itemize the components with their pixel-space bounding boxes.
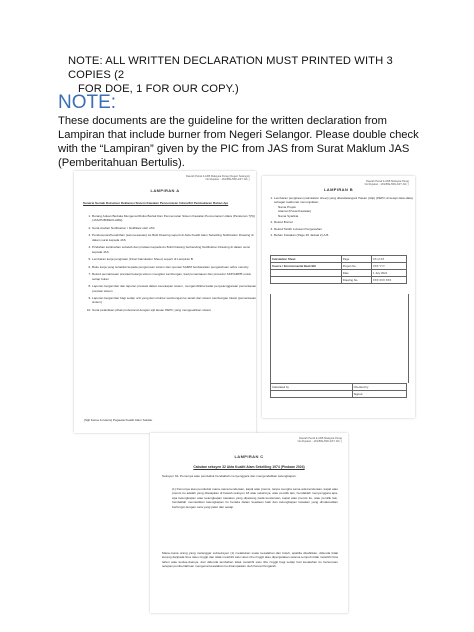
list-item: 10. Surat pelantikan pihak profesional dengan sijil akuan PEPC yang mengesahkan sistem — [92, 308, 257, 312]
table-cell: XX of XX — [371, 256, 406, 263]
doc-a-header-line: No Rujukan : JAS/BSL/500-4/2T Jld ( ) — [205, 178, 250, 182]
doc-b-title: LAMPIRAN B — [323, 187, 354, 192]
table-row — [271, 270, 407, 277]
table-row — [271, 277, 407, 284]
doc-c-header — [298, 437, 342, 444]
list-item: 1. Borang Aduan Berkala Mengenai Risiko Berlak Dan Pencemaran Sistem Kawalan Pencemaran Udara (Peraturan 7(5)) (JAS/PUB/DECLARE) — [92, 214, 257, 223]
list-sub: Alamat (Pusat Kawalan) — [278, 209, 312, 214]
table-cell: Page — [341, 256, 371, 263]
doc-a-intro: Senarai Semak Dokumen Deklarasi Sistem Kawalan Pencemaran Udara/Kit Pembakaran Bahan Api — [83, 201, 229, 205]
doc-b-list — [268, 196, 416, 240]
doc-a-header-line: Daerah Perak & AKB Malaysia Perag (Negeri Selangor) — [185, 175, 250, 178]
lampiran-b-document — [262, 176, 415, 418]
table-cell: Project No. — [341, 263, 371, 270]
list-item: 4. Pindahan ketiknahan sebelah dan pindaan kepada As Built Drawing berbanding Notification Drawing di dalam surat kepada JAS — [92, 245, 257, 254]
list-item: 9. Laporan bergambar bagi setiap unit yang dan struktur sambungan ke tanah dan sistem sambungan lokasi (pemantauan sistem) — [92, 296, 257, 305]
note-top — [68, 54, 418, 96]
table-cell: Source / Environmental Back Bill — [271, 263, 342, 270]
table-row — [271, 391, 407, 398]
table-cell: XXX YYY — [371, 263, 406, 270]
table-cell: Signed — [352, 391, 406, 398]
table-cell: XXX XXX XXX — [371, 277, 406, 284]
table-cell — [271, 277, 342, 284]
list-item-text: Lembaran pengiraan (calculation sheet) yang ditandatangani Hasan (Alip) (PEPC di ketepi data-data) sebagai maklumat menunjukkan — [274, 196, 413, 205]
table-cell: Calculation Sheet — [271, 256, 342, 263]
note-top-line2: FOR DOE, 1 FOR OUR COPY.) — [78, 83, 239, 95]
lampiran-a-document — [74, 171, 256, 433]
doc-a-list — [84, 214, 257, 315]
list-sub: Nama Projek — [278, 204, 296, 209]
doc-c-header-line: No Rujukan : JAS/BSL/500-4/2T Jld ( ) — [297, 440, 342, 444]
doc-a-title: LAMPIRAN A — [150, 188, 180, 193]
lampiran-c-document — [150, 433, 348, 613]
doc-b-header-line: No Rujukan : JAS/BSL/500-4/2T Jld ( ) — [364, 183, 409, 187]
list-item: 5. Lembaran kerja pengiraan (Final Calculation Sheet) seperti di Lampiran B — [92, 257, 257, 261]
list-item: 2. Surat Arahan Notification / Notifikasi oleh JAS — [92, 226, 257, 230]
note-top-line1: NOTE: ALL WRITTEN DECLARATION MUST PRINTED WITH 3 COPIES (2 — [68, 55, 393, 81]
calculation-area — [270, 294, 409, 383]
signoff-table — [270, 383, 407, 398]
table-cell: Date — [341, 270, 371, 277]
doc-c-subtitle: Cabutan seksyen 32 Akta Kualiti Alam Sekeliling 1974 (Pindaan 2024) — [193, 465, 305, 469]
list-item — [274, 196, 416, 218]
table-cell — [271, 391, 353, 398]
list-item: 8. Laporan bergambar dan laporan prestasi dalam kecekapan sistem, mengambilkira kadar penyelenggaraan pemantauan prestasi sistem — [92, 284, 257, 293]
table-cell: Drawing No. — [341, 277, 371, 284]
doc-b-header — [365, 180, 409, 187]
list-item: 3. Pendusunan/Kesahihan (satu kesatuan) As Built Drawing seperti di Akta Kualiti Alam Sekeliling Notification Drawing di dalam surat kepada JAS — [92, 233, 257, 242]
doc-a-sign: (Sijil Ketua Jurutera) Pegawai Kualiti Alam Sekitar — [84, 418, 153, 422]
list-item: 6. Buku kerja yang tertakluk kepada pengurusan sistem dan operasi SAMM berdasarkan pengetahuan reflux velocity — [92, 265, 257, 269]
table-cell: 1 July 2021 — [371, 270, 406, 277]
note-heading: NOTE: — [58, 92, 117, 113]
table-cell — [271, 270, 342, 277]
doc-c-header-line: Daerah Perak & AKB Malaysia Perag — [299, 437, 342, 440]
table-cell: Checked by — [352, 384, 406, 391]
list-sub: Nama Syarikat — [278, 213, 299, 218]
list-item: 2. Rekod Burner — [274, 220, 416, 224]
list-item: 4. Beban Kawalan (Page 20 Jadual 2) A.B. — [274, 233, 416, 237]
table-row — [271, 263, 407, 270]
calculation-sheet-table — [270, 255, 407, 284]
body-text: These documents are the guideline for the written declaration from Lampiran that include burner from Negeri Selangor. Please double check with the “Lampiran” given by the PIC from JAS from Surat Maklum JAS (Pemberitahuan Bertulis). — [58, 115, 419, 169]
doc-c-paragraph: Seksyen 32- Pemunya atau penduduk hendaklah menyenggara dan mengendalikan kelengkapan. — [162, 474, 297, 478]
doc-b-header-line: Daerah Perak & AKB Malaysia Perag — [366, 180, 409, 183]
table-row — [271, 384, 407, 391]
doc-a-header — [186, 175, 250, 182]
list-item: 7. Rekod pemantauan prestasi bekerja sistem mengikut sambungan, kad pemantauan dan prosedur SKP/AMPB untuk setiap bulan — [92, 272, 257, 281]
doc-c-title: LAMPIRAN C — [234, 454, 264, 459]
list-item: 3. Rekod Tarikh Lulusan Pengesahan — [274, 227, 416, 231]
doc-c-paragraph: (1) Pemunya atau penduduk mana-mana kenderaan, kapal atau premis, tanpa mengira sama ada kenderaan, kapal atau premis itu adalah yang ditetapkan di bawah seksyen 18 atau selainnya, atau pemilik lain, hendaklah menyenggara apa-apa kelengkapan atau kelengkapan kawalan yang dipasang pada kenderaan, kapal atau premis itu, atau pemilik lain, hendaklah memastikan kelengkapan itu berada dalam keadaan baik dan kelengkapan kawalan yang dimaksudkan berfungsi dengan cara yang patut dan sekaji. — [172, 487, 338, 509]
table-cell: Calculated by — [271, 384, 353, 391]
table-row — [271, 256, 407, 263]
doc-c-paragraph: Mana-mana orang yang melanggar subseksyen (1) melakukan suatu kesalahan dan boleh, apabila disabitkan, didenda tidak kurang daripada lima ratus ringgit dan tidak melebihi satu ratus ribu ringgit atau dipenjarakan selama tempoh tidak melebihi lima tahun atau kedua-duanya, dan didenda tambahan tidak melebihi satu ribu ringgit bagi setiap hari kesalahan itu berterusan selepas pemberitahuan mengenai kesalahan itu disampaikan oleh Ketua Pengarah. — [162, 551, 338, 569]
